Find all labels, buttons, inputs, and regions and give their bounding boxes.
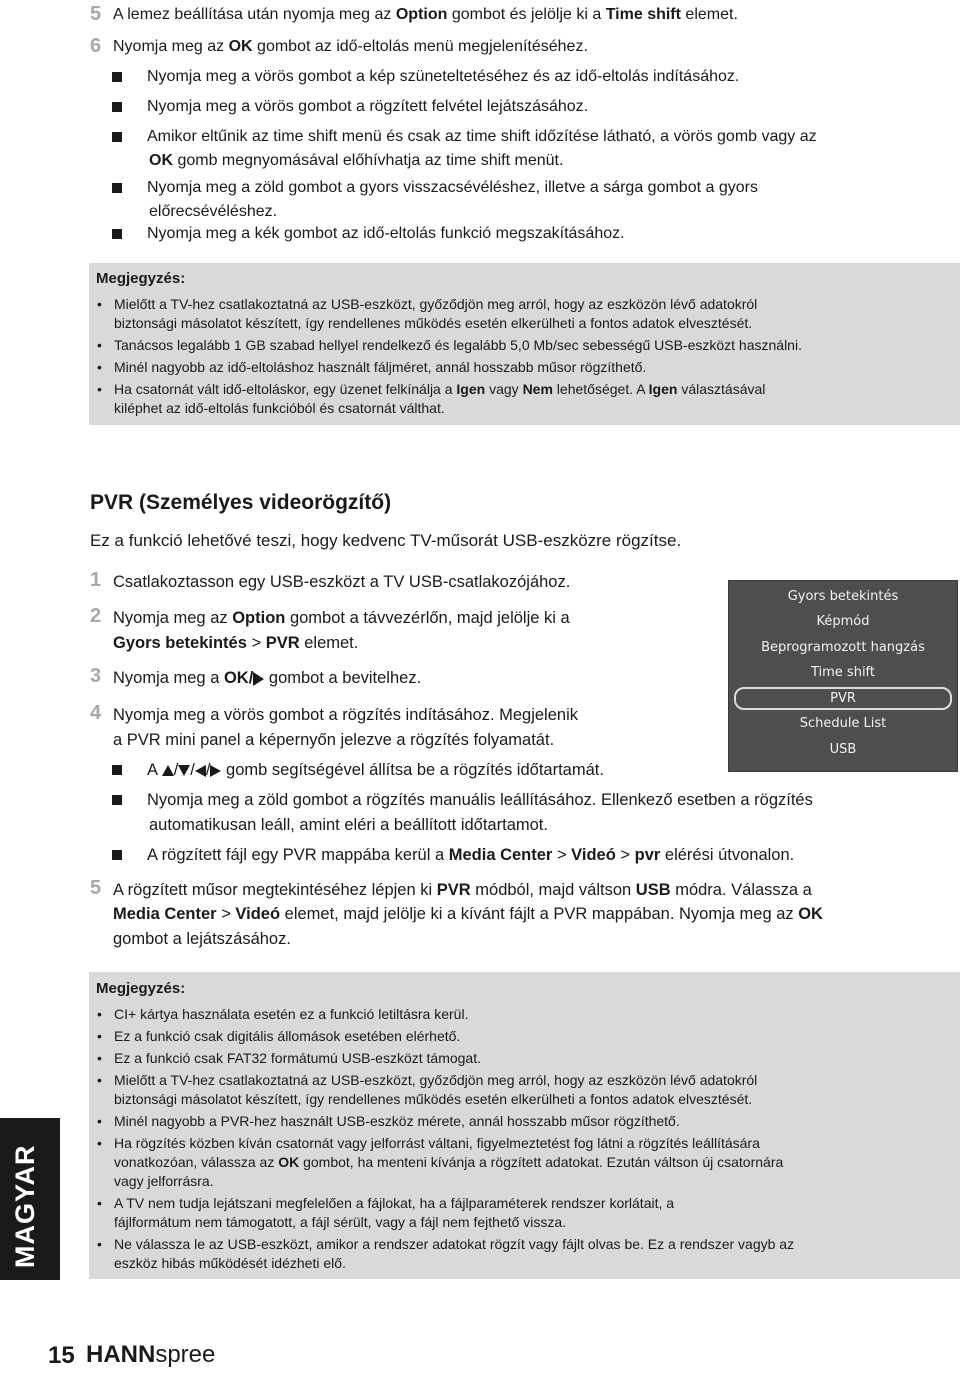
step-text: A rögzített műsor megtekintéséhez lépjen ki PVR módból, majd váltson USB módra. Válassza a (113, 881, 812, 899)
step-text: Csatlakoztasson egy USB-eszközt a TV USB-csatlakozójához. (113, 573, 571, 591)
bullet-text: előrecsévéléshez. (149, 203, 278, 220)
note-text: kiléphet az idő-eltolás funkcióból és csatornát válthat. (114, 400, 445, 416)
bullet-text: Nyomja meg a zöld gombot a gyors visszacsévéléshez, illetve a sárga gombot a gyors (147, 179, 758, 196)
bullet-text: Amikor eltűnik az time shift menü és csak az time shift időzítése látható, a vörös gomb vagy az (147, 128, 817, 145)
note-bullet: • (97, 1072, 102, 1088)
note-text: Tanácsos legalább 1 GB szabad hellyel rendelkező és legalább 5,0 Mb/sec sebességű USB-eszközt használni. (114, 337, 802, 353)
menu-item-schedule-list[interactable]: Schedule List (799, 716, 887, 731)
note-text: Minél nagyobb az idő-eltoláshoz használt fáljméret, annál hosszabb műsor rögzíthető. (114, 359, 647, 375)
up-arrow-icon (162, 765, 174, 776)
note-text: Ha csatornát vált idő-eltoláskor, egy üzenet felkínálja a Igen vagy Nem lehetőséget. A Igen választásával (114, 381, 766, 397)
note-bullet: • (97, 1113, 102, 1129)
note-text: Ha rögzítés közben kíván csatornát vagy jelforrást váltani, figyelmeztetést fog látni a rögzítés leállítására (114, 1135, 760, 1151)
language-side-tab (0, 1118, 60, 1280)
language-label: MAGYAR (10, 1144, 40, 1268)
bullet-square (112, 183, 122, 193)
bullet-square (112, 765, 122, 775)
bullet-text: automatikusan leáll, amint eléri a beállított időtartamot. (149, 816, 548, 834)
step-text: Nyomja meg a OK/ gombot a bevitelhez. (113, 669, 422, 687)
step-text: Media Center > Videó elemet, majd jelölje ki a kívánt fájlt a PVR mappában. Nyomja meg az OK (113, 905, 823, 923)
step-number: 1 (90, 569, 102, 591)
bullet-text: Nyomja meg a kék gombot az idő-eltolás funkció megszakításához. (147, 225, 625, 242)
menu-item-sound-preset[interactable]: Beprogramozott hangzás (761, 640, 925, 655)
step-number: 5 (90, 3, 102, 25)
note-text: eszköz hibás működését idézheti elő. (114, 1255, 346, 1271)
note-bullet: • (97, 1195, 102, 1211)
note-bullet: • (97, 296, 102, 312)
bullet-text: OK gomb megnyomásával előhívhatja az time shift menüt. (149, 152, 564, 169)
menu-item-pvr[interactable]: PVR (830, 691, 856, 706)
note-bullet: • (97, 1135, 102, 1151)
left-arrow-icon (195, 765, 206, 777)
step-text: Nyomja meg az Option gombot a távvezérlőn, majd jelölje ki a (113, 609, 570, 627)
step-text: a PVR mini panel a képernyőn jelezve a rögzítés folyamatát. (113, 731, 555, 749)
note-text: fájlformátum nem támogatott, a fájl sérült, vagy a fájl nem fejthető vissza. (114, 1214, 567, 1230)
step-text: Nyomja meg az OK gombot az idő-eltolás menü megjelenítéséhez. (113, 38, 588, 55)
right-arrow-icon (253, 672, 264, 686)
down-arrow-icon (178, 765, 190, 776)
note-text: Mielőtt a TV-hez csatlakoztatná az USB-eszközt, győződjön meg arról, hogy az eszközön lévő adatokról (114, 1072, 758, 1088)
bullet-text: A rögzített fájl egy PVR mappába kerül a Media Center > Videó > pvr elérési útvonalon. (147, 846, 795, 864)
bullet-text: Nyomja meg a vörös gombot a rögzített felvétel lejátszásához. (147, 98, 589, 115)
note-bullet: • (97, 1236, 102, 1252)
note-text: Ez a funkció csak FAT32 formátumú USB-eszközt támogat. (114, 1050, 481, 1066)
bullet-text: Nyomja meg a zöld gombot a rögzítés manuális leállításához. Ellenkező esetben a rögzítés (147, 791, 813, 809)
section-title: PVR (Személyes videorögzítő) (90, 491, 392, 514)
note-text: vonatkozóan, válassza az OK gombot, ha menteni kívánja a rögzített adatokat. Ezután váltson új csatornára (114, 1154, 784, 1170)
step-text: A lemez beállítása után nyomja meg az Option gombot és jelölje ki a Time shift elemet. (113, 6, 738, 23)
step-number: 6 (90, 35, 102, 57)
menu-item-time-shift[interactable]: Time shift (810, 665, 876, 680)
note-text: CI+ kártya használata esetén ez a funkció letiltásra kerül. (114, 1006, 469, 1022)
note-text: Minél nagyobb a PVR-hez használt USB-eszköz mérete, annál hosszabb műsor rögzíthető. (114, 1113, 680, 1129)
note-bullet: • (97, 1050, 102, 1066)
note-text: biztonsági másolatot készített, így rendellenes működés esetén elkerülheti a fontos adatok elvesztését. (114, 1091, 753, 1107)
note-text: biztonsági másolatot készített, így rendellenes működés esetén elkerülheti a fontos adatok elvesztését. (114, 315, 753, 331)
bullet-square (112, 850, 122, 860)
bullet-square (112, 132, 122, 142)
step-number: 3 (90, 665, 102, 687)
section-intro: Ez a funkció lehetővé teszi, hogy kedvenc TV-műsorát USB-eszközre rögzítse. (90, 531, 682, 550)
right-arrow-icon (210, 765, 221, 777)
menu-item-quick-view[interactable]: Gyors betekintés (787, 589, 899, 604)
bullet-square (112, 229, 122, 239)
menu-item-usb[interactable]: USB (829, 742, 857, 757)
note-text: A TV nem tudja lejátszani megfelelően a fájlokat, ha a fájlparaméterek rendszer korlátait, a (114, 1195, 675, 1211)
step-text: Nyomja meg a vörös gombot a rögzítés indításához. Megjelenik (113, 706, 578, 724)
note-text: Mielőtt a TV-hez csatlakoztatná az USB-eszközt, győződjön meg arról, hogy az eszközön lévő adatokról (114, 296, 758, 312)
note-bullet: • (97, 359, 102, 375)
step-number: 2 (90, 605, 102, 627)
note-text: Ne válassza le az USB-eszközt, amikor a rendszer adatokat rögzít vagy fájlt olvas be. Ez a rendszer vagyb az (114, 1236, 795, 1252)
note-bullet: • (97, 381, 102, 397)
bullet-square (112, 72, 122, 82)
note-bullet: • (97, 1006, 102, 1022)
bullet-text: Nyomja meg a vörös gombot a kép szüneteltetéséhez és az idő-eltolás indításához. (147, 68, 740, 85)
brand-logo: HANNspree (86, 1341, 216, 1368)
step-number: 4 (90, 702, 102, 724)
step-text: Gyors betekintés > PVR elemet. (113, 634, 359, 652)
page-number: 15 (48, 1342, 75, 1369)
note-title: Megjegyzés: (96, 270, 186, 287)
menu-item-picture-mode[interactable]: Képmód (816, 614, 870, 629)
option-menu (728, 580, 958, 772)
bullet-square (112, 795, 122, 805)
note-title: Megjegyzés: (96, 980, 186, 997)
step-number: 5 (90, 877, 102, 899)
note-bullet: • (97, 337, 102, 353)
step-text: gombot a lejátszásához. (113, 930, 291, 948)
note-text: vagy jelforrásra. (114, 1173, 214, 1189)
bullet-text: A / / / gomb segítségével állítsa be a rögzítés időtartamát. (147, 761, 604, 779)
note-text: Ez a funkció csak digitális állomások esetében elérhető. (114, 1028, 461, 1044)
bullet-square (112, 102, 122, 112)
note-bullet: • (97, 1028, 102, 1044)
